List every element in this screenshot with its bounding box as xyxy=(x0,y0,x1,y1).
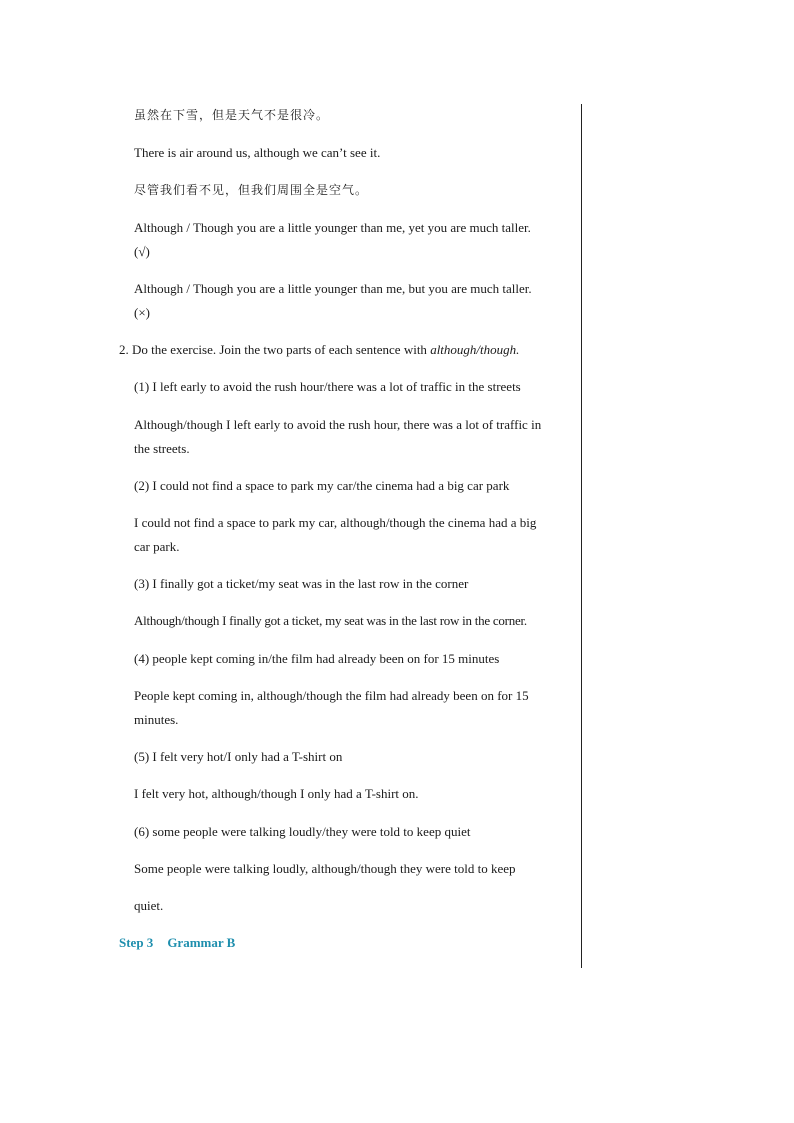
chinese-example-air: 尽管我们看不见，但我们周围全是空气。 xyxy=(134,183,369,197)
example-yet-correct: Although / Though you are a little younger than me, yet you are much taller. xyxy=(134,220,531,235)
exercise-italic-text: although/though. xyxy=(430,342,520,357)
step-heading xyxy=(119,931,235,955)
question-1: (1) I left early to avoid the rush hour/there was a lot of traffic in the streets xyxy=(134,379,521,394)
example-air: There is air around us, although we can’t see it. xyxy=(134,145,381,160)
answer-6-line-2: quiet. xyxy=(134,898,164,913)
answer-5: I felt very hot, although/though I only had a T-shirt on. xyxy=(134,786,419,801)
step-label: Step 3 xyxy=(119,935,154,950)
answer-6-line-1: Some people were talking loudly, although/though they were told to keep xyxy=(134,861,516,876)
answer-4-line-2: minutes. xyxy=(134,712,179,727)
mark-wrong: (×) xyxy=(134,305,150,320)
example-but-wrong: Although / Though you are a little younger than me, but you are much taller. xyxy=(134,281,532,296)
exercise-text: Do the exercise. Join the two parts of each sentence with xyxy=(128,342,431,357)
exercise-number: 2. xyxy=(119,342,129,357)
answer-2-line-1: I could not find a space to park my car, although/though the cinema had a big xyxy=(134,515,537,530)
question-6: (6) some people were talking loudly/they were told to keep quiet xyxy=(134,824,471,839)
answer-3: Although/though I finally got a ticket, my seat was in the last row in the corner. xyxy=(134,613,527,628)
mark-correct: (√) xyxy=(134,244,150,259)
question-3: (3) I finally got a ticket/my seat was in the last row in the corner xyxy=(134,576,469,591)
question-2: (2) I could not find a space to park my car/the cinema had a big car park xyxy=(134,478,510,493)
answer-1-line-2: the streets. xyxy=(134,441,190,456)
question-4: (4) people kept coming in/the film had already been on for 15 minutes xyxy=(134,651,500,666)
answer-2-line-2: car park. xyxy=(134,539,180,554)
answer-1-line-1: Although/though I left early to avoid the rush hour, there was a lot of traffic in xyxy=(134,417,542,432)
exercise-instruction xyxy=(119,338,559,362)
step-title: Grammar B xyxy=(167,935,236,950)
answer-4-line-1: People kept coming in, although/though the film had already been on for 15 xyxy=(134,688,529,703)
question-5: (5) I felt very hot/I only had a T-shirt on xyxy=(134,749,343,764)
chinese-example-snow: 虽然在下雪，但是天气不是很冷。 xyxy=(134,108,330,122)
table-right-border xyxy=(581,104,582,968)
